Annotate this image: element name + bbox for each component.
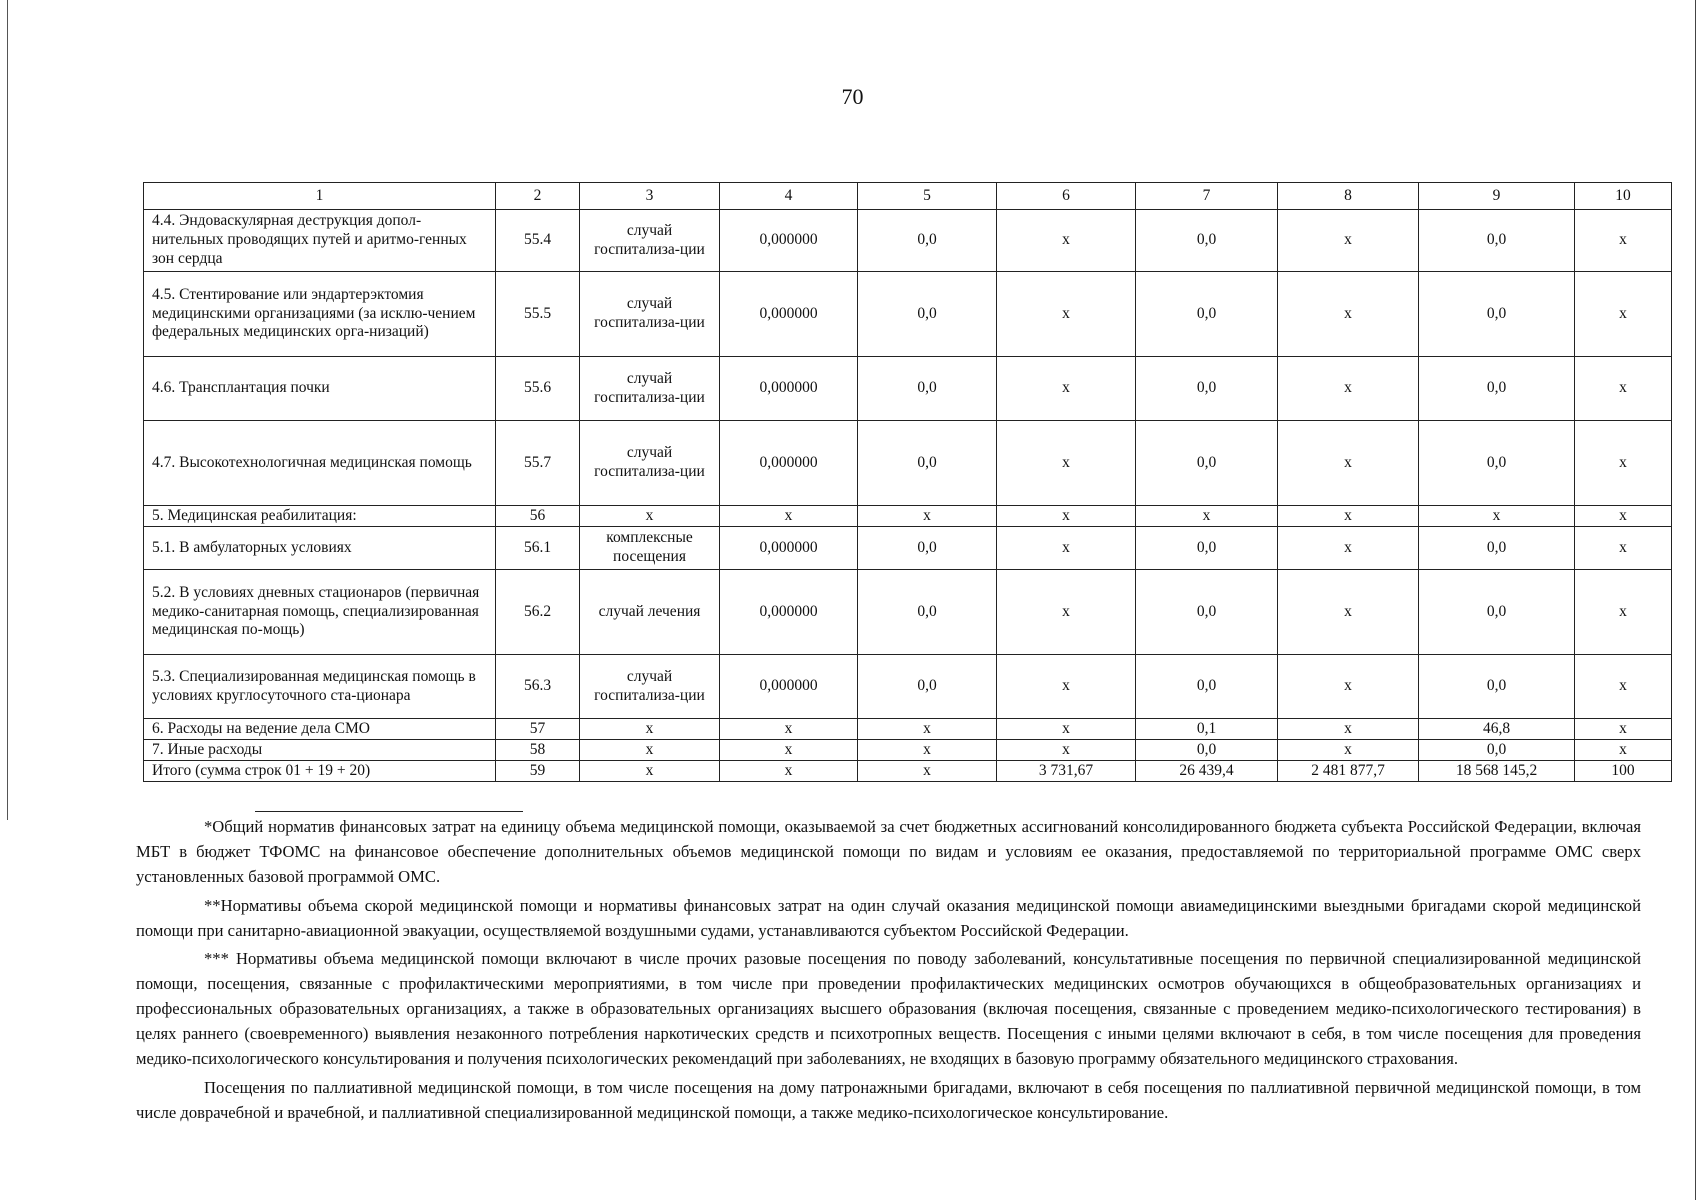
table-cell-col-4: х <box>720 761 858 782</box>
table-row <box>144 506 1672 527</box>
table-cell-col-9: 18 568 145,2 <box>1419 761 1575 782</box>
table-cell-col-2: 55.5 <box>496 272 580 357</box>
column-number-10: 10 <box>1575 183 1672 210</box>
footnotes <box>136 815 1641 1130</box>
table-cell-col-7: 0,0 <box>1136 655 1278 719</box>
table-row <box>144 655 1672 719</box>
column-number-2: 2 <box>496 183 580 210</box>
column-number-9: 9 <box>1419 183 1575 210</box>
table-cell-col-1: 4.4. Эндоваскулярная деструкция допол-нительных проводящих путей и аритмо-генных зон сердца <box>144 210 496 272</box>
table-cell-col-8: х <box>1278 570 1419 655</box>
table-cell-col-7: 0,0 <box>1136 527 1278 570</box>
table-cell-col-8: х <box>1278 719 1419 740</box>
table-cell-col-2: 56.2 <box>496 570 580 655</box>
table-cell-col-1: 7. Иные расходы <box>144 740 496 761</box>
table-cell-col-9: х <box>1419 506 1575 527</box>
table-cell-col-4: 0,000000 <box>720 527 858 570</box>
table-row <box>144 761 1672 782</box>
table-cell-col-5: 0,0 <box>858 570 997 655</box>
table-cell-col-2: 55.7 <box>496 421 580 506</box>
footnote-3: *** Нормативы объема медицинской помощи включают в числе прочих разовые посещения по поводу заболеваний, консультативные посещения по первичной специализированной медицинской помощи, посещения, связанные с профилактическими мероприятиями, в том числе при проведении профилактических медицинских осмотров обучающихся в общеобразовательных организациях и профессиональных образовательных организациях, а также в образовательных организациях высшего образования (включая посещения, связанные с проведением медико-психологического тестирования) в целях раннего (своевременного) выявления незаконного потребления наркотических средств и психотропных веществ. Посещения с иными целями включают в себя, в том числе посещения для проведения медико-психологического консультирования и получения психологических рекомендаций при заболеваниях, не входящих в базовую программу обязательного медицинского страхования. <box>136 949 1641 1069</box>
table-cell-col-4: 0,000000 <box>720 272 858 357</box>
column-number-8: 8 <box>1278 183 1419 210</box>
table-cell-col-10: х <box>1575 272 1672 357</box>
table-cell-col-8: х <box>1278 272 1419 357</box>
table-cell-col-3: комплексные посещения <box>580 527 720 570</box>
table-cell-col-6: х <box>997 272 1136 357</box>
table-cell-col-1: Итого (сумма строк 01 + 19 + 20) <box>144 761 496 782</box>
table-cell-col-1: 4.5. Стентирование или эндартерэктомия медицинскими организациями (за исклю-чением федеральных медицинских орга-низаций) <box>144 272 496 357</box>
page-number: 70 <box>841 84 864 109</box>
table-body <box>144 183 1672 782</box>
table-cell-col-5: 0,0 <box>858 527 997 570</box>
table-cell-col-4: х <box>720 719 858 740</box>
table-cell-col-3: случай госпитализа-ции <box>580 655 720 719</box>
table-cell-col-4: 0,000000 <box>720 210 858 272</box>
table-cell-col-3: х <box>580 740 720 761</box>
table-cell-col-7: 0,0 <box>1136 357 1278 421</box>
table-cell-col-1: 5.1. В амбулаторных условиях <box>144 527 496 570</box>
table-cell-col-10: 100 <box>1575 761 1672 782</box>
table-header-row <box>144 183 1672 210</box>
table-cell-col-10: х <box>1575 210 1672 272</box>
table-cell-col-10: х <box>1575 740 1672 761</box>
table-cell-col-1: 5.2. В условиях дневных стационаров (первичная медико-санитарная помощь, специализированная медицинская по-мощь) <box>144 570 496 655</box>
table-cell-col-1: 4.6. Трансплантация почки <box>144 357 496 421</box>
table-cell-col-9: 0,0 <box>1419 570 1575 655</box>
table-row <box>144 421 1672 506</box>
table-cell-col-7: 0,0 <box>1136 740 1278 761</box>
financing-table <box>143 182 1672 782</box>
table-cell-col-2: 56 <box>496 506 580 527</box>
column-number-7: 7 <box>1136 183 1278 210</box>
table-cell-col-10: х <box>1575 421 1672 506</box>
table-cell-col-6: х <box>997 421 1136 506</box>
table-cell-col-2: 56.3 <box>496 655 580 719</box>
table-cell-col-8: х <box>1278 210 1419 272</box>
table-cell-col-10: х <box>1575 719 1672 740</box>
table-cell-col-6: х <box>997 357 1136 421</box>
table-cell-col-8: х <box>1278 506 1419 527</box>
table-cell-col-2: 58 <box>496 740 580 761</box>
table-cell-col-10: х <box>1575 506 1672 527</box>
table-cell-col-3: случай госпитализа-ции <box>580 421 720 506</box>
table-cell-col-8: х <box>1278 740 1419 761</box>
table-cell-col-7: 0,1 <box>1136 719 1278 740</box>
table-cell-col-8: х <box>1278 421 1419 506</box>
table-cell-col-6: х <box>997 210 1136 272</box>
table-cell-col-10: х <box>1575 357 1672 421</box>
table-cell-col-5: 0,0 <box>858 655 997 719</box>
table-cell-col-3: х <box>580 506 720 527</box>
table-cell-col-9: 0,0 <box>1419 357 1575 421</box>
footnote-separator <box>255 811 523 812</box>
page-right-edge-line <box>1695 0 1696 1200</box>
table-cell-col-5: х <box>858 719 997 740</box>
table-cell-col-10: х <box>1575 655 1672 719</box>
table-cell-col-7: 0,0 <box>1136 421 1278 506</box>
column-number-4: 4 <box>720 183 858 210</box>
table-cell-col-6: х <box>997 527 1136 570</box>
column-number-3: 3 <box>580 183 720 210</box>
table-cell-col-8: х <box>1278 655 1419 719</box>
table-cell-col-3: х <box>580 719 720 740</box>
table-row <box>144 527 1672 570</box>
table-row <box>144 719 1672 740</box>
table-row <box>144 740 1672 761</box>
table-cell-col-9: 0,0 <box>1419 272 1575 357</box>
table-cell-col-9: 0,0 <box>1419 210 1575 272</box>
table-row <box>144 272 1672 357</box>
table-cell-col-3: х <box>580 761 720 782</box>
table-cell-col-4: 0,000000 <box>720 421 858 506</box>
table-cell-col-6: х <box>997 719 1136 740</box>
table-cell-col-5: х <box>858 740 997 761</box>
footnote-1: *Общий норматив финансовых затрат на единицу объема медицинской помощи, оказываемой за счет бюджетных ассигнований консолидированного бюджета субъекта Российской Федерации, включая МБТ в бюджет ТФОМС на финансовое обеспечение дополнительных объемов медицинской помощи по видам и условиям ее оказания, предоставляемой по территориальной программе ОМС сверх установленных базовой программой ОМС. <box>136 817 1641 886</box>
table-cell-col-3: случай госпитализа-ции <box>580 272 720 357</box>
table-cell-col-2: 56.1 <box>496 527 580 570</box>
table-cell-col-9: 0,0 <box>1419 740 1575 761</box>
table-cell-col-10: х <box>1575 527 1672 570</box>
footnote-4: Посещения по паллиативной медицинской помощи, в том числе посещения на дому патронажными бригадами, включают в себя посещения по паллиативной первичной медицинской помощи, в том числе доврачебной и врачебной, и паллиативной специализированной медицинской помощи, а также медико-психологическое консультирование. <box>136 1077 1641 1122</box>
table-cell-col-4: 0,000000 <box>720 570 858 655</box>
table-cell-col-1: 4.7. Высокотехнологичная медицинская помощь <box>144 421 496 506</box>
table-cell-col-5: 0,0 <box>858 421 997 506</box>
table-cell-col-4: х <box>720 740 858 761</box>
table-cell-col-3: случай госпитализа-ции <box>580 357 720 421</box>
column-number-5: 5 <box>858 183 997 210</box>
table-cell-col-6: 3 731,67 <box>997 761 1136 782</box>
table-cell-col-1: 6. Расходы на ведение дела СМО <box>144 719 496 740</box>
table-cell-col-6: х <box>997 740 1136 761</box>
table-cell-col-5: 0,0 <box>858 210 997 272</box>
table-cell-col-5: 0,0 <box>858 272 997 357</box>
table-cell-col-6: х <box>997 655 1136 719</box>
table-cell-col-7: 0,0 <box>1136 210 1278 272</box>
table-cell-col-7: 0,0 <box>1136 570 1278 655</box>
table-cell-col-4: 0,000000 <box>720 357 858 421</box>
table-cell-col-2: 55.4 <box>496 210 580 272</box>
table-row <box>144 357 1672 421</box>
table-cell-col-5: 0,0 <box>858 357 997 421</box>
table-cell-col-8: х <box>1278 527 1419 570</box>
table-row <box>144 210 1672 272</box>
table-cell-col-7: х <box>1136 506 1278 527</box>
table-cell-col-5: х <box>858 761 997 782</box>
table-cell-col-6: х <box>997 506 1136 527</box>
table-cell-col-9: 46,8 <box>1419 719 1575 740</box>
footnote-2: **Нормативы объема скорой медицинской помощи и нормативы финансовых затрат на один случай оказания медицинской помощи авиамедицинскими выездными бригадами скорой медицинской помощи при санитарно-авиационной эвакуации, осуществляемой воздушными судами, устанавливаются субъектом Российской Федерации. <box>136 895 1641 940</box>
page-left-edge-line <box>7 0 8 820</box>
table-row <box>144 570 1672 655</box>
table-cell-col-9: 0,0 <box>1419 655 1575 719</box>
table-cell-col-3: случай госпитализа-ции <box>580 210 720 272</box>
table-cell-col-9: 0,0 <box>1419 527 1575 570</box>
column-number-1: 1 <box>144 183 496 210</box>
table-cell-col-8: 2 481 877,7 <box>1278 761 1419 782</box>
table-cell-col-2: 57 <box>496 719 580 740</box>
table-cell-col-4: х <box>720 506 858 527</box>
table-cell-col-2: 59 <box>496 761 580 782</box>
table-cell-col-2: 55.6 <box>496 357 580 421</box>
table-cell-col-8: х <box>1278 357 1419 421</box>
column-number-6: 6 <box>997 183 1136 210</box>
table-cell-col-4: 0,000000 <box>720 655 858 719</box>
table-cell-col-7: 0,0 <box>1136 272 1278 357</box>
table-cell-col-5: х <box>858 506 997 527</box>
table-cell-col-7: 26 439,4 <box>1136 761 1278 782</box>
table-cell-col-6: х <box>997 570 1136 655</box>
table-cell-col-3: случай лечения <box>580 570 720 655</box>
table-cell-col-10: х <box>1575 570 1672 655</box>
table-cell-col-9: 0,0 <box>1419 421 1575 506</box>
table-cell-col-1: 5.3. Специализированная медицинская помощь в условиях круглосуточного ста-ционара <box>144 655 496 719</box>
table-cell-col-1: 5. Медицинская реабилитация: <box>144 506 496 527</box>
